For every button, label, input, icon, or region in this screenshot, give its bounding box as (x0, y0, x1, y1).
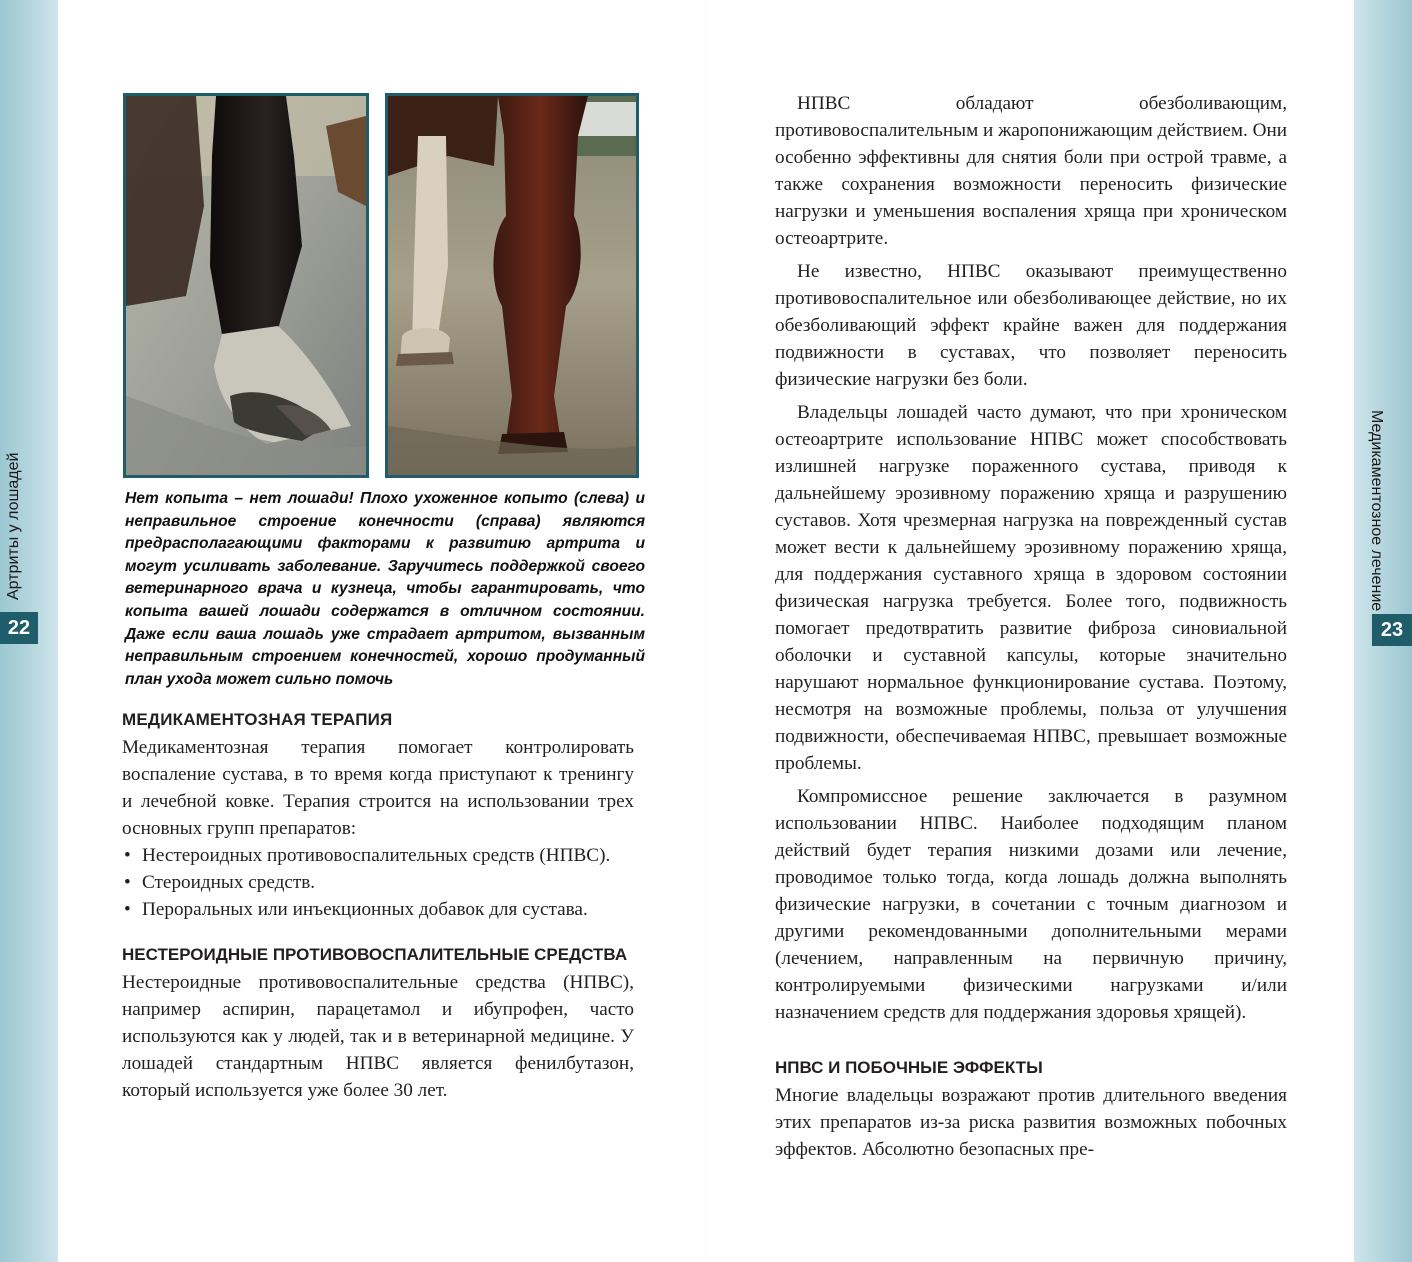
body-paragraph: Компромиссное решение заключается в разумном использовании НПВС. Наиболее подходящим планом действий будет терапия низкими дозами или лечение, проводимое только тогда, когда лошадь должна выполнять физические нагрузки, в сочетании с точным диагнозом и другими рекомендованными дополнительными мерами (лечением, направленным на первичную причину, контролируемыми физическими нагрузками и/или назначением средств для поддержания здоровья хрящей). (775, 786, 1287, 1023)
leg-photo-right (385, 93, 639, 478)
intro-paragraph: Медикаментозная терапия помогает контролировать воспаление сустава, в то время когда приступают к тренингу и лечебной ковке. Терапия строится на использовании трех основных групп препаратов: (122, 737, 634, 839)
book-spine (706, 0, 707, 1262)
body-paragraph: Владельцы лошадей часто думают, что при хроническом остеоартрите использование НПВС может способствовать излишней нагрузке пораженного сустава, приводя к дальнейшему эрозивному поражению хряща и разрушению суставов. Хотя чрезмерная нагрузка на поврежденный сустав может вести к дальнейшему эрозивному поражению хряща, для поддержания суставного хряща в здоровом состоянии физическая нагрузка требуется. Более того, подвижность помогает предотвратить развитие фиброза синовиальной оболочки и суставной капсулы, которые значительно нарушают нормальное функционирование сустава. Поэтому, несмотря на возможные проблемы, польза от улучшения подвижности, обеспечиваемая НПВС, превышает возможные проблемы. (775, 402, 1287, 774)
side-effects-paragraph: Многие владельцы возражают против длительного введения этих препаратов из-за риска развития возможных побочных эффектов. Абсолютно безопасных пре- (775, 1085, 1287, 1160)
right-page-number: 23 (1372, 614, 1412, 646)
drug-groups-list (122, 842, 634, 923)
body-paragraph: Не известно, НПВС оказывают преимущественно противовоспалительное или обезболивающее действие, но их обезболивающий эффект крайне важен для поддержания подвижности в суставах, что позволяет переносить физические нагрузки без боли. (775, 261, 1287, 390)
left-page-number: 22 (0, 612, 38, 644)
side-effects-subheading: НПВС И ПОБОЧНЫЕ ЭФФЕКТЫ (775, 1058, 1043, 1077)
neglected-hoof-image (126, 96, 366, 475)
right-page-body (775, 90, 1287, 1163)
photo-caption: Нет копыта – нет лошади! Плохо ухоженное копыто (слева) и неправильное строение конечности (справа) являются предрасполагающими факторами к развитию артрита и могут усиливать заболевание. Заручитесь поддержкой своего ветеринарного врача и кузнеца, чтобы гарантировать, что копыта вашей лошади содержатся в отличном состоянии. Даже если ваша лошадь уже страдает артритом, вызванным неправильным строением конечностей, хорошо продуманный план ухода может сильно помочь (125, 490, 645, 688)
nsaid-subheading: НЕСТЕРОИДНЫЕ ПРОТИВОВОСПАЛИТЕЛЬНЫЕ СРЕДСТВА (122, 945, 628, 964)
section-heading: МЕДИКАМЕНТОЗНАЯ ТЕРАПИЯ (122, 710, 393, 729)
poor-conformation-leg-image (388, 96, 636, 475)
list-item: • Пероральных или инъекционных добавок для сустава. (122, 896, 634, 923)
body-paragraph: НПВС обладают обезболивающим, противовоспалительным и жаропонижающим действием. Они особенно эффективны для снятия боли при острой травме, а также сохранения возможности переносить физические нагрузки и уменьшения воспаления хряща при хроническом остеоартрите. (775, 93, 1287, 249)
list-item: • Нестероидных противовоспалительных средств (НПВС). (122, 842, 634, 869)
left-running-head: Артриты у лошадей (5, 452, 22, 600)
nsaid-paragraph: Нестероидные противовоспалительные средства (НПВС), например аспирин, парацетамол и ибупрофен, часто используются как у людей, так и в ветеринарной медицине. У лошадей стандартным НПВС является фенилбутазон, который используется уже более 30 лет. (122, 972, 634, 1101)
right-running-head: Медикаментозное лечение (1368, 410, 1385, 612)
hoof-photo-left (123, 93, 369, 478)
left-page-body (122, 706, 634, 1104)
list-item: • Стероидных средств. (122, 869, 634, 896)
